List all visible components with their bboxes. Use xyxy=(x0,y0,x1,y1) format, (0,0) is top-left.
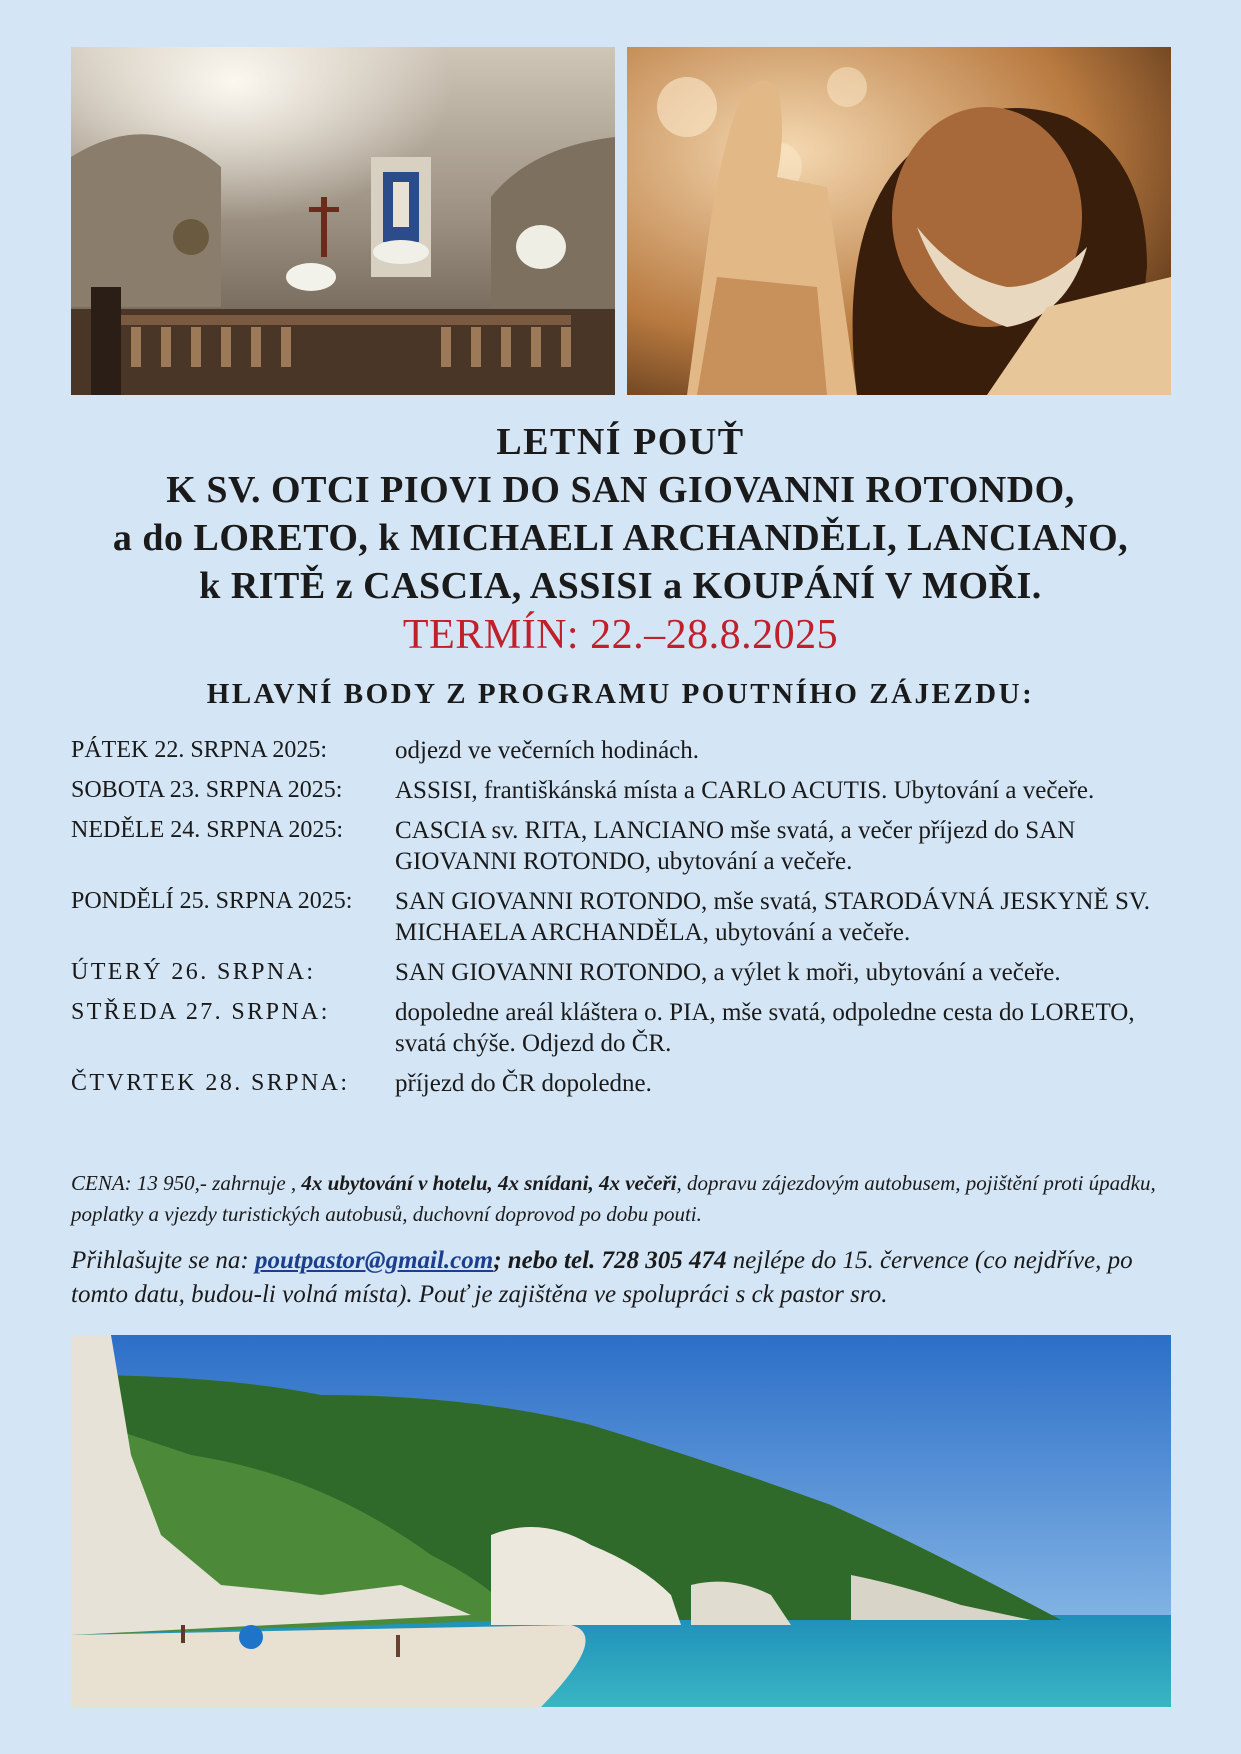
price-info xyxy=(71,1168,1181,1230)
description-text: odjezd ve večerních hodinách. xyxy=(395,737,700,764)
price-included-highlight: 4x ubytování v hotelu, 4x snídani, 4x večeři xyxy=(301,1171,677,1195)
schedule-row xyxy=(71,1068,1181,1099)
description-text: mše svatá, a večer příjezd do xyxy=(724,817,1026,844)
pilgrimage-destination-line-3: k RITĚ z CASCIA, ASSISI a KOUPÁNÍ V MOŘI. xyxy=(199,565,1042,607)
description-text: , a výlet k moři, ubytování a večeře. xyxy=(701,959,1061,986)
schedule-description xyxy=(395,735,1181,766)
description-text: , ubytování a večeře. xyxy=(702,919,911,946)
description-text: dopoledne areál kláštera o. PIA, mše svatá, odpoledne cesta do xyxy=(395,999,1031,1026)
description-text: ASSISI, františkánská místa a CARLO ACUTIS. Ubytování a večeře. xyxy=(395,777,1095,804)
contact-info xyxy=(71,1244,1181,1312)
description-text: , mše svatá, xyxy=(701,888,824,915)
description-text: LORETO xyxy=(1030,999,1129,1026)
schedule-description xyxy=(395,957,1181,988)
contact-phone: ; nebo tel. 728 305 474 xyxy=(493,1247,727,1274)
title-block xyxy=(0,418,1241,660)
schedule-day: ÚTERÝ 26. SRPNA: xyxy=(71,959,316,985)
schedule-row xyxy=(71,735,1181,766)
schedule-row xyxy=(71,886,1181,948)
schedule-day: PONDĚLÍ 25. SRPNA 2025: xyxy=(71,888,353,914)
schedule-description xyxy=(395,997,1181,1059)
program-heading: HLAVNÍ BODY Z PROGRAMU POUTNÍHO ZÁJEZDU: xyxy=(206,678,1035,710)
pilgrimage-destination-line-2: a do LORETO, k MICHAELI ARCHANDĚLI, LANCIANO, xyxy=(112,517,1129,559)
description-text: SAN GIOVANNI ROTONDO xyxy=(395,888,702,915)
contact-text: Přihlašujte se na: xyxy=(71,1247,256,1274)
schedule-row xyxy=(71,957,1181,988)
schedule-row xyxy=(71,775,1181,806)
contact-email-link[interactable]: poutpastor@gmail.com xyxy=(255,1247,494,1274)
contact-text: nejlépe do 15. července (co nejdříve, po tomto datu, budou-li volná místa). Pouť je zajištěna ve spolupráci s ck pastor sro. xyxy=(71,1247,1133,1308)
schedule-row xyxy=(71,815,1181,877)
pilgrimage-destination-line-1: K SV. OTCI PIOVI DO SAN GIOVANNI ROTONDO, xyxy=(166,469,1075,511)
schedule-day: SOBOTA 23. SRPNA 2025: xyxy=(71,777,343,803)
coastal-beach-photo xyxy=(71,1335,1171,1707)
description-text: , ubytování a večeře. xyxy=(644,848,853,875)
schedule-day: PÁTEK 22. SRPNA 2025: xyxy=(71,737,328,763)
description-text: STARODÁVNÁ JESKYNĚ SV. MICHAELA ARCHANDĚLA xyxy=(395,888,1150,946)
price-text: CENA: 13 950,- zahrnuje , xyxy=(71,1171,302,1195)
description-text: příjezd do ČR dopoledne. xyxy=(395,1070,652,1097)
pilgrimage-date: TERMÍN: 22.–28.8.2025 xyxy=(402,612,839,658)
schedule-day: ČTVRTEK 28. SRPNA: xyxy=(71,1070,350,1096)
schedule-day: NEDĚLE 24. SRPNA 2025: xyxy=(71,817,344,843)
schedule-description xyxy=(395,1068,1181,1099)
schedule-description xyxy=(395,775,1181,806)
description-text: , svatá chýše xyxy=(395,999,1135,1057)
padre-pio-blessing-photo xyxy=(627,47,1171,395)
description-text: SAN GIOVANNI ROTONDO xyxy=(395,959,702,986)
pilgrimage-title: LETNÍ POUŤ xyxy=(496,421,745,463)
description-text: SAN GIOVANNI ROTONDO xyxy=(395,817,1076,875)
description-text: CASCIA sv. RITA, LANCIANO xyxy=(395,817,725,844)
schedule-row xyxy=(71,997,1181,1059)
schedule-description xyxy=(395,815,1181,877)
description-text: . Odjezd do ČR. xyxy=(509,1030,672,1057)
schedule xyxy=(71,735,1181,1108)
price-text: , dopravu zájezdovým autobusem, pojištění proti úpadku, poplatky a vjezdy turistických autobusů, duchovní doprovod po dobu pouti. xyxy=(71,1171,1156,1226)
cave-sanctuary-photo xyxy=(71,47,615,395)
schedule-day: STŘEDA 27. SRPNA: xyxy=(71,999,330,1025)
schedule-description xyxy=(395,886,1181,948)
